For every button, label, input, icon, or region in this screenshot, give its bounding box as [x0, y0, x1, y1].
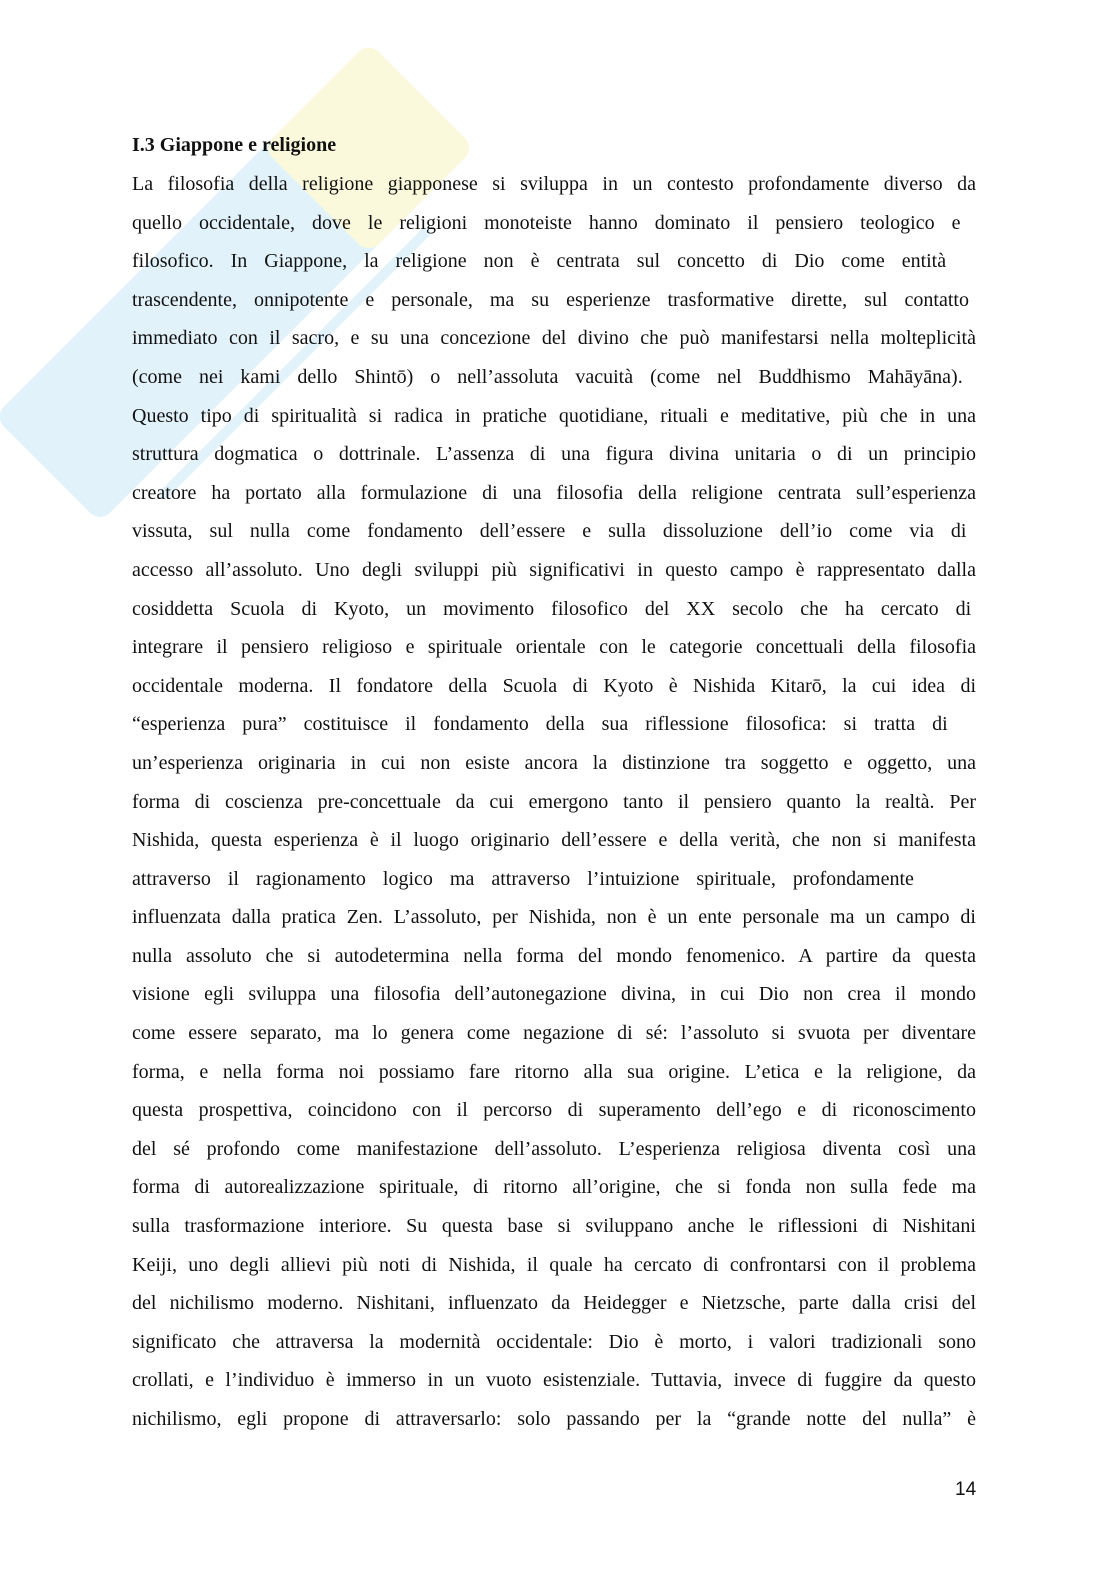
text-line	[132, 287, 976, 326]
text-line-content: vissuta, sul nulla come fondamento dell’essere e sulla dissoluzione dell’io come via di	[132, 520, 967, 543]
section-heading: I.3 Giappone e religione	[132, 134, 337, 156]
text-line	[132, 1406, 976, 1445]
text-line	[132, 904, 976, 943]
text-line-content: filosofico. In Giappone, la religione non è centrata sul concetto di Dio come entità	[132, 250, 947, 273]
text-line-content: cosiddetta Scuola di Kyoto, un movimento filosofico del XX secolo che ha cercato di	[132, 597, 972, 620]
text-line-content: Keiji, uno degli allievi più noti di Nishida, il quale ha cercato di confrontarsi con il problema	[132, 1253, 976, 1276]
text-line	[132, 480, 976, 519]
text-line-content: struttura dogmatica o dottrinale. L’assenza di una figura divina unitaria o di un principio	[132, 443, 976, 466]
text-line-content: nichilismo, egli propone di attraversarlo: solo passando per la “grande notte del nulla” è	[132, 1408, 976, 1430]
text-line	[132, 981, 976, 1020]
text-line	[132, 557, 976, 596]
text-line-content: forma, e nella forma noi possiamo fare ritorno alla sua origine. L’etica e la religione, da	[132, 1060, 976, 1083]
text-line	[132, 1020, 976, 1059]
text-line-content: accesso all’assoluto. Uno degli sviluppi più significativi in questo campo è rappresentato dalla	[132, 558, 976, 581]
text-line	[132, 441, 976, 480]
text-line	[132, 1097, 976, 1136]
text-line	[132, 711, 976, 750]
text-line-content: Questo tipo di spiritualità si radica in pratiche quotidiane, rituali e meditative, più che in una	[132, 404, 976, 427]
text-line-content: crollati, e l’individuo è immerso in un vuoto esistenziale. Tuttavia, invece di fuggire da questo	[132, 1369, 976, 1392]
text-line	[132, 1290, 976, 1329]
text-line-content: trascendente, onnipotente e personale, ma su esperienze trasformative dirette, sul contatto	[132, 288, 969, 311]
text-line-content: un’esperienza originaria in cui non esiste ancora la distinzione tra soggetto e oggetto, una	[132, 751, 976, 774]
text-line-content: Nishida, questa esperienza è il luogo originario dell’essere e della verità, che non si manifesta	[132, 829, 976, 852]
text-line	[132, 943, 976, 982]
text-line-content: sulla trasformazione interiore. Su questa base si sviluppano anche le riflessioni di Nishitani	[132, 1215, 976, 1238]
body-text	[132, 171, 976, 1445]
text-line	[132, 1367, 976, 1406]
text-line-content: questa prospettiva, coincidono con il percorso di superamento dell’ego e di riconoscimento	[132, 1099, 976, 1122]
text-line-content: attraverso il ragionamento logico ma attraverso l’intuizione spirituale, profondamente	[132, 867, 914, 890]
text-line	[132, 518, 976, 557]
text-line-content: del sé profondo come manifestazione dell’assoluto. L’esperienza religiosa diventa così una	[132, 1137, 976, 1160]
text-line	[132, 634, 976, 673]
text-line-content: immediato con il sacro, e su una concezione del divino che può manifestarsi nella molteplicità	[132, 327, 976, 350]
text-line-content: nulla assoluto che si autodetermina nella forma del mondo fenomenico. A partire da questa	[132, 944, 976, 967]
text-line	[132, 866, 976, 905]
text-line-content: quello occidentale, dove le religioni monoteiste hanno dominato il pensiero teologico e	[132, 211, 961, 234]
text-line-content: La filosofia della religione giapponese si sviluppa in un contesto profondamente diverso da	[132, 173, 976, 195]
text-line	[132, 827, 976, 866]
text-line-content: visione egli sviluppa una filosofia dell’autonegazione divina, in cui Dio non crea il mondo	[132, 983, 976, 1006]
text-line	[132, 596, 976, 635]
text-line-content: occidentale moderna. Il fondatore della Scuola di Kyoto è Nishida Kitarō, la cui idea di	[132, 674, 976, 697]
text-line	[132, 403, 976, 442]
text-line-content: significato che attraversa la modernità occidentale: Dio è morto, i valori tradizionali sono	[132, 1330, 976, 1353]
text-line	[132, 1174, 976, 1213]
text-line-content: “esperienza pura” costituisce il fondamento della sua riflessione filosofica: si tratta di	[132, 713, 948, 736]
text-line	[132, 1329, 976, 1368]
text-line-content: influenzata dalla pratica Zen. L’assoluto, per Nishida, non è un ente personale ma un campo di	[132, 906, 976, 929]
text-line-content: del nichilismo moderno. Nishitani, influenzato da Heidegger e Nietzsche, parte dalla crisi del	[132, 1292, 976, 1315]
text-line-content: come essere separato, ma lo genera come negazione di sé: l’assoluto si svuota per diventare	[132, 1022, 976, 1045]
text-line-content: integrare il pensiero religioso e spirituale orientale con le categorie concettuali della filosofia	[132, 636, 976, 659]
text-line	[132, 248, 976, 287]
text-line-content: forma di coscienza pre-concettuale da cui emergono tanto il pensiero quanto la realtà. Per	[132, 790, 976, 813]
text-line-content: (come nei kami dello Shintō) o nell’assoluta vacuità (come nel Buddhismo Mahāyāna).	[132, 365, 963, 388]
text-line	[132, 1136, 976, 1175]
text-line	[132, 1059, 976, 1098]
text-line-content: forma di autorealizzazione spirituale, di ritorno all’origine, che si fonda non sulla fede ma	[132, 1176, 976, 1199]
text-line	[132, 210, 976, 249]
text-line	[132, 1213, 976, 1252]
text-line	[132, 750, 976, 789]
text-line	[132, 789, 976, 828]
page-number: 14	[955, 1479, 977, 1500]
text-line	[132, 171, 976, 210]
text-line	[132, 325, 976, 364]
text-line	[132, 1252, 976, 1291]
text-line-content: creatore ha portato alla formulazione di una filosofia della religione centrata sull’esperienza	[132, 481, 976, 504]
text-line	[132, 364, 976, 403]
text-line	[132, 673, 976, 712]
